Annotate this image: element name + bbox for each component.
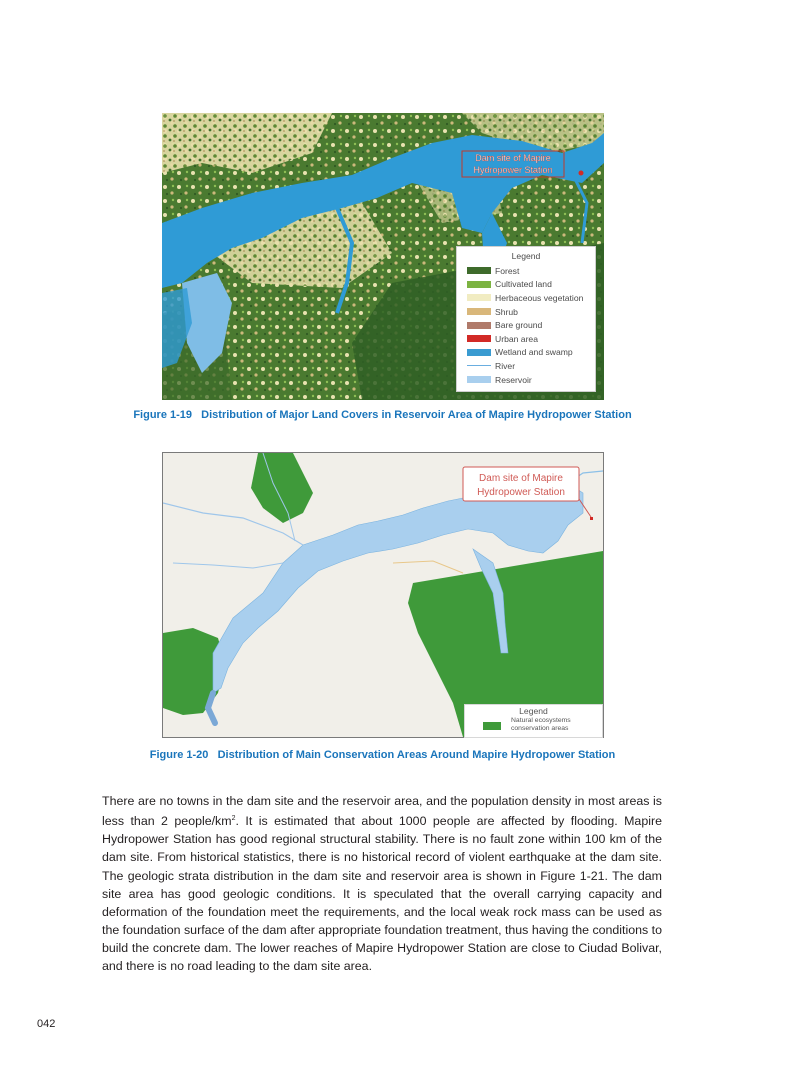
conservation-swatch [483,722,501,730]
legend-label: Forest [495,265,520,276]
page-number: 042 [37,1018,56,1030]
legend-label: Bare ground [495,320,543,331]
figure-caption-1-20: Figure 1-20 Distribution of Main Conservation Areas Around Mapire Hydropower Station [149,749,616,761]
legend-swatch [467,349,491,356]
dam-site-label-line1: Dam site of Mapire [475,153,551,163]
legend-item [457,305,595,319]
legend-label: Wetland and swamp [495,347,573,358]
legend-label: Herbaceous vegetation [495,292,584,303]
legend-label: Cultivated land [495,279,552,290]
legend-item [457,373,595,387]
dam-site-label-line2: Hydropower Station [473,165,553,175]
legend-item [457,264,595,278]
legend-label: Urban area [495,333,538,344]
land-cover-legend [456,246,596,392]
figure-caption-1-19: Figure 1-19 Distribution of Major Land Covers in Reservoir Area of Mapire Hydropower Station [133,409,632,421]
dam-site-label-2-line1: Dam site of Mapire [479,473,563,484]
legend-swatch [467,376,491,383]
legend-label: Reservoir [495,374,532,385]
body-paragraph [102,792,662,975]
legend-swatch [467,294,491,301]
legend-swatch [467,365,491,366]
conservation-legend [464,704,603,738]
legend-item [457,359,595,373]
legend-item [457,278,595,292]
legend-swatch [467,335,491,342]
body-text-part1: There are no towns in the dam site and the reservoir area, and the population density in most areas is less than 2 people/km [102,794,662,829]
legend-title: Legend [511,251,541,261]
legend-label: River [495,360,516,371]
dam-site-label-2-line2: Hydropower Station [477,487,565,498]
body-text-part2: . It is estimated that about 1000 people are affected by flooding. Mapire Hydropower Station has good regional structural stability. There is no fault zone within 100 km of the dam site. From historical statistics, there is no historical record of violent earthquake at the dam site. The geologic strata distribution in the dam site and reservoir area is shown in Figure 1-21. The dam site area has good geologic conditions. It is speculated that the overall carrying capacity and deformation of the foundation meet the requirements, and the local weak rock mass can be used as the foundation surface of the dam after appropriate foundation treatment, thus having the conditions to build the concrete dam. The lower reaches of Mapire Hydropower Station are close to Ciudad Bolivar, and there is no road leading to the dam site area. [102,814,663,973]
conservation-map-graphic [163,453,603,737]
superscript: 2 [231,815,236,823]
legend-label: Shrub [495,306,518,317]
legend-item [457,318,595,332]
legend-item [457,346,595,360]
legend-swatch [467,308,491,315]
legend-swatch [467,267,491,274]
legend-swatch [467,322,491,329]
conservation-map [162,452,604,738]
legend-item [457,332,595,346]
legend-title-2: Legend [519,706,548,716]
legend-item [457,291,595,305]
legend-swatch [467,281,491,288]
conservation-legend-label: Natural ecosystems conservation areas [511,717,571,732]
